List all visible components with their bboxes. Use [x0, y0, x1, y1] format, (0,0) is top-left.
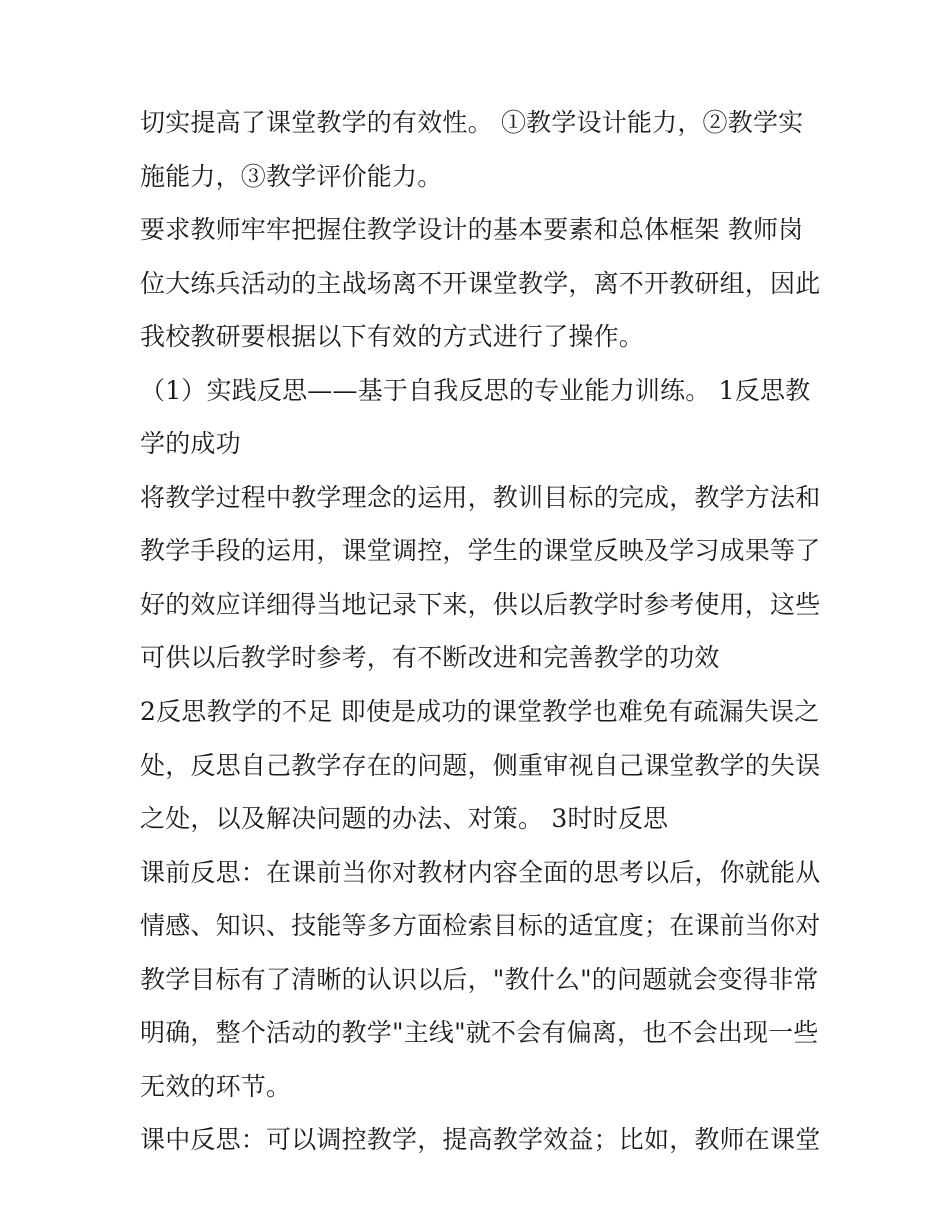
- text-line: 情感、知识、技能等多方面检索目标的适宜度；在课前当你对: [140, 911, 821, 941]
- text-line: 位大练兵活动的主战场离不开课堂教学，离不开教研组，因此: [140, 268, 821, 298]
- text-line: （1）实践反思——基于自我反思的专业能力训练。 1反思教: [140, 375, 811, 405]
- text-line: 之处，以及解决问题的办法、对策。 3时时反思: [140, 804, 669, 834]
- text-line: 要求教师牢牢把握住教学设计的基本要素和总体框架 教师岗: [140, 215, 804, 245]
- text-line: 可供以后教学时参考，有不断改进和完善教学的功效: [140, 643, 720, 673]
- text-line: 课前反思：在课前当你对教材内容全面的思考以后，你就能从: [140, 857, 821, 887]
- text-line: 无效的环节。: [140, 1071, 292, 1101]
- text-line: 教学目标有了清晰的认识以后，"教什么"的问题就会变得非常: [140, 964, 819, 994]
- text-line: 教学手段的运用，课堂调控，学生的课堂反映及学习成果等了: [140, 536, 821, 566]
- body-text: [140, 108, 830, 1179]
- text-line: 切实提高了课堂教学的有效性。 ①教学设计能力，②教学实: [140, 108, 804, 137]
- text-line: 好的效应详细得当地记录下来，供以后教学时参考使用，这些: [140, 589, 821, 619]
- text-line: 处，反思自己教学存在的问题，侧重审视自己课堂教学的失误: [140, 750, 821, 780]
- text-line: 将教学过程中教学理念的运用，教训目标的完成，教学方法和: [140, 482, 821, 512]
- text-line: 明确，整个活动的教学"主线"就不会有偏离，也不会出现一些: [140, 1018, 819, 1048]
- text-line: 课中反思：可以调控教学，提高教学效益；比如，教师在课堂: [140, 1125, 821, 1155]
- text-line: 施能力，③教学评价能力。: [140, 161, 443, 191]
- text-line: 2反思教学的不足 即使是成功的课堂教学也难免有疏漏失误之: [140, 697, 820, 727]
- text-line: 学的成功: [140, 429, 241, 459]
- text-line: 我校教研要根据以下有效的方式进行了操作。: [140, 322, 645, 352]
